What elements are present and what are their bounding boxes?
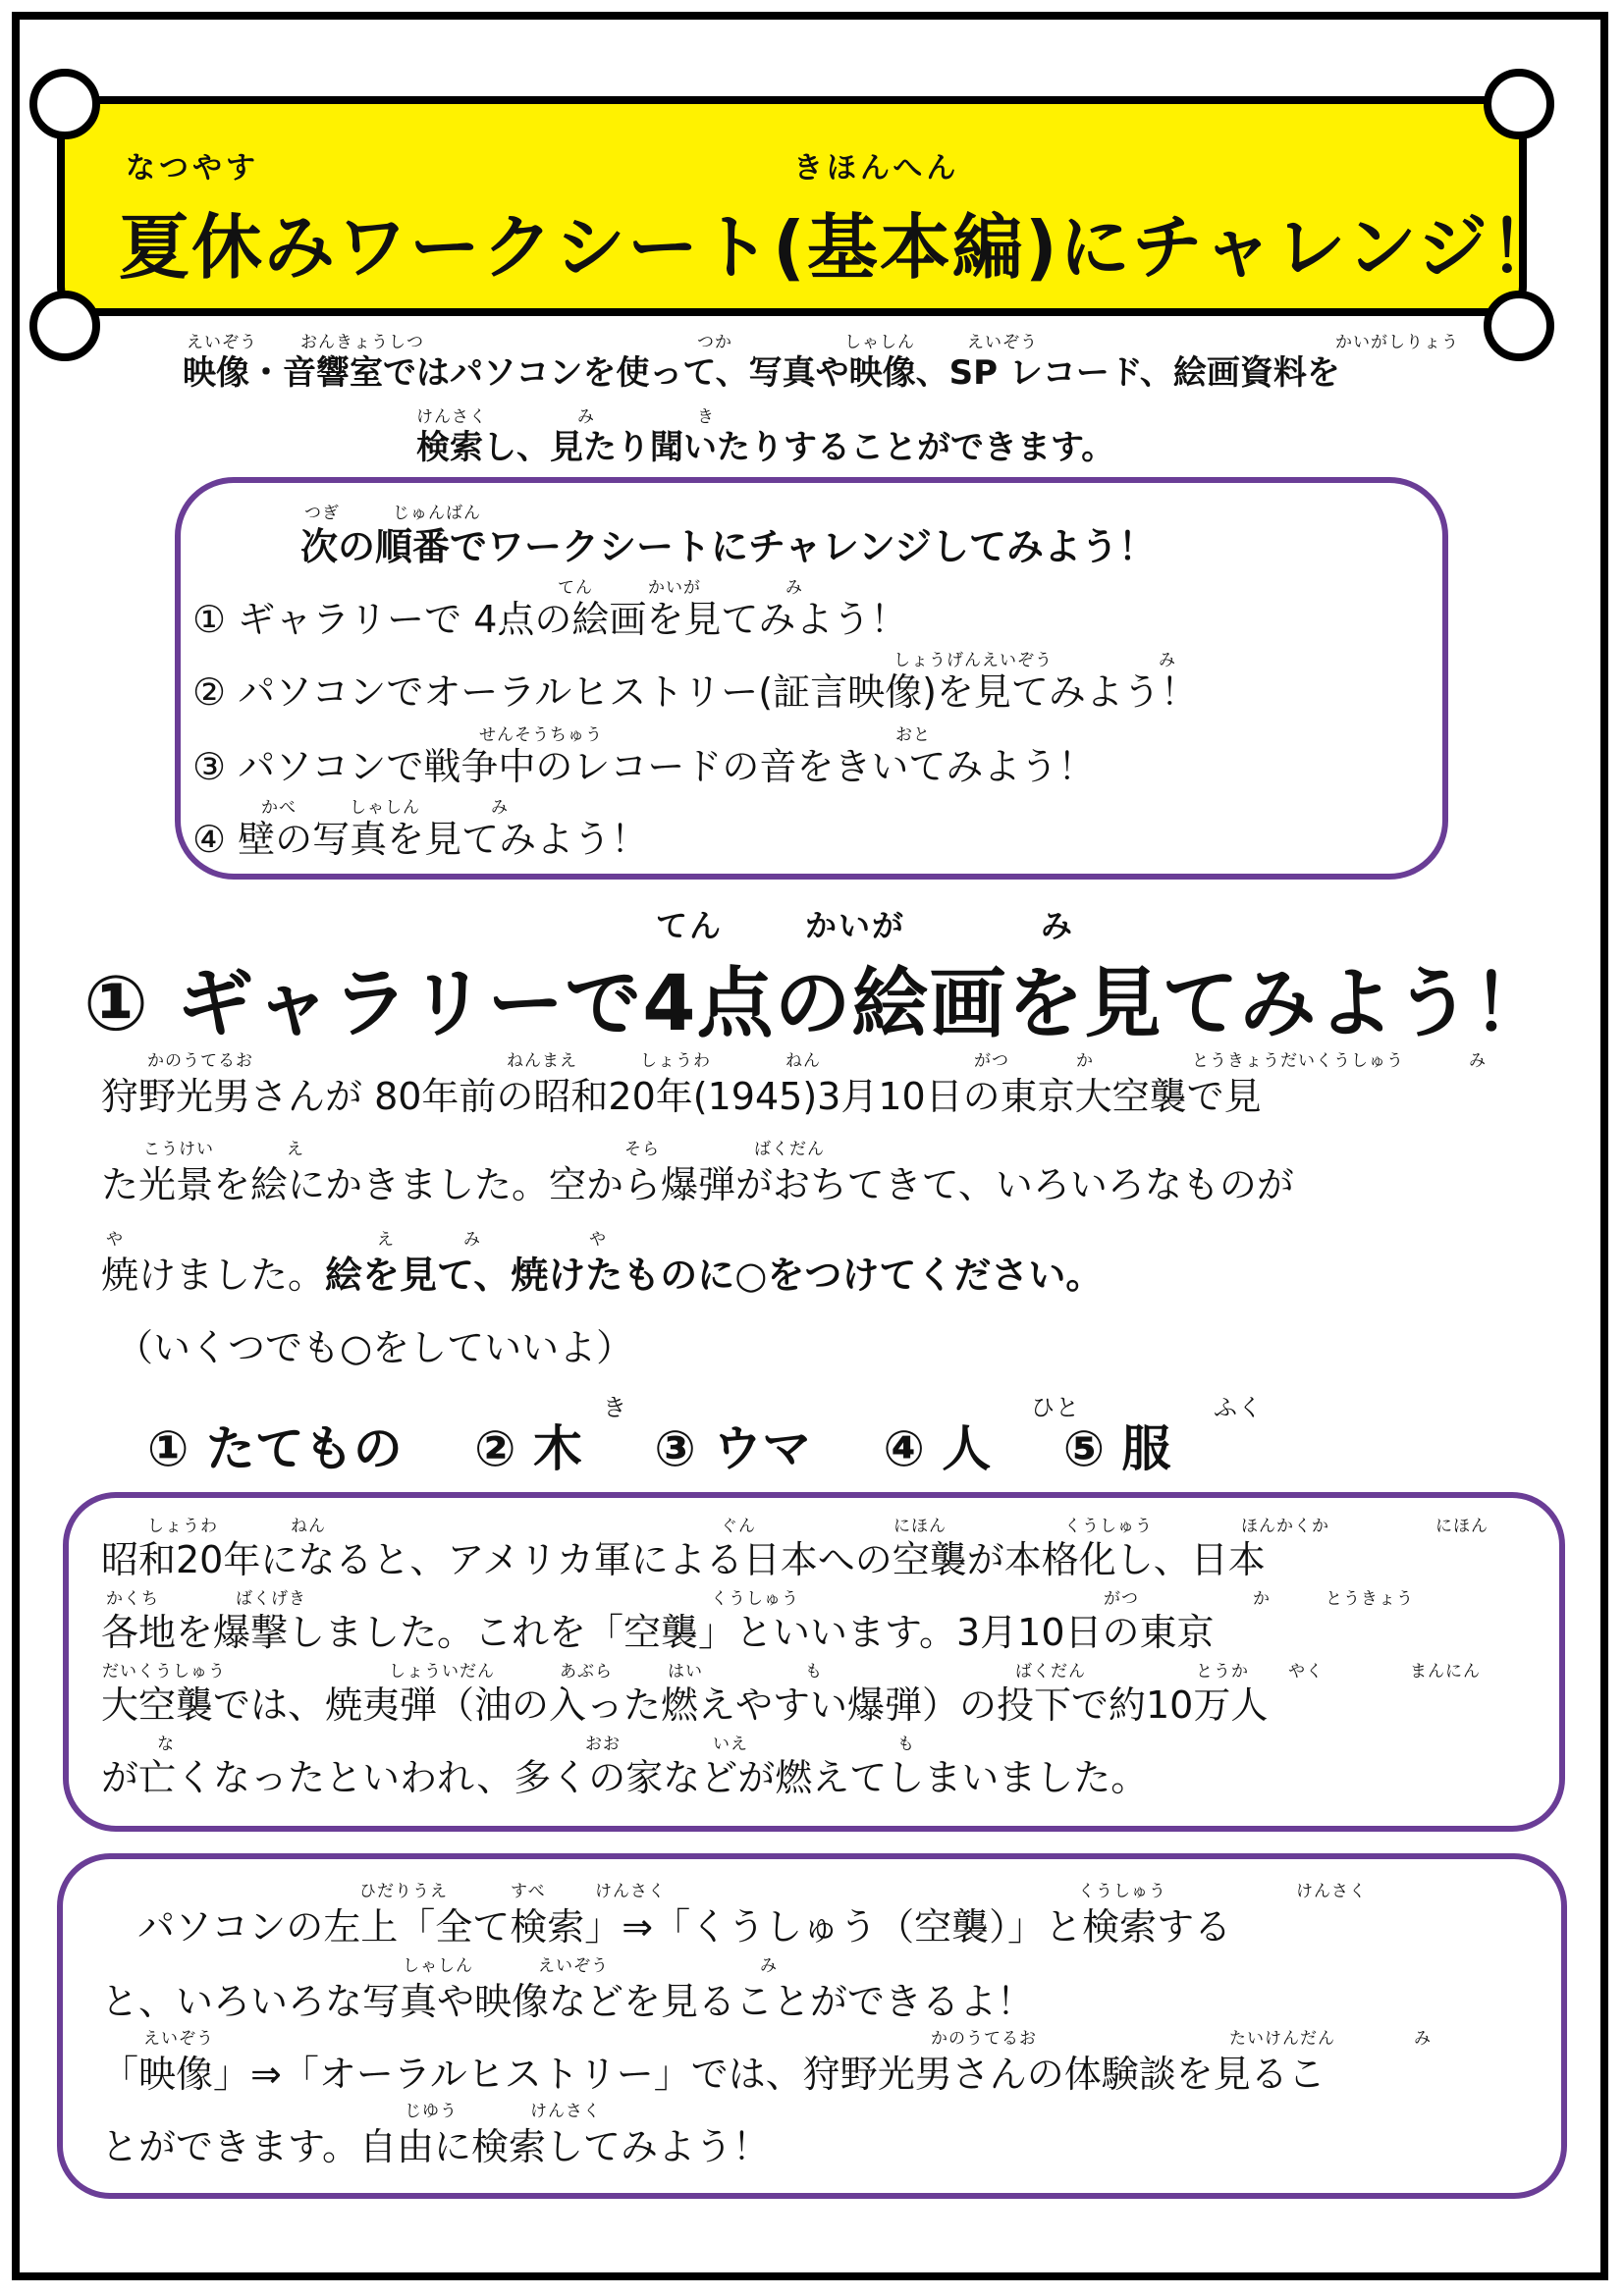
ruby: み bbox=[577, 407, 595, 427]
steps-title: 次の順番でワークシートにチャレンジしてみよう！ bbox=[300, 525, 1156, 568]
step-item: ④ 壁の写真を見てみよう！ bbox=[192, 818, 649, 861]
ruby: とうきょうだいくうしゅう bbox=[1192, 1051, 1404, 1071]
ruby: ふく bbox=[1214, 1394, 1263, 1421]
info-line: パソコンの左上「全て検索」⇒「くうしゅう（空襲）」と検索する bbox=[137, 1905, 1232, 1949]
ruby: しょういだん bbox=[389, 1662, 495, 1682]
info-line: が亡くなったといわれ、多くの家などが燃えてしまいました。 bbox=[101, 1756, 1149, 1799]
ruby: ばくだん bbox=[754, 1140, 825, 1159]
title-ruby: なつやす bbox=[126, 151, 259, 186]
ruby: かいが bbox=[805, 907, 906, 944]
ruby: たいけんだん bbox=[1229, 2029, 1335, 2049]
ruby: かくち bbox=[106, 1589, 159, 1609]
ruby: すべ bbox=[511, 1882, 546, 1901]
ruby: か bbox=[1076, 1051, 1094, 1071]
ruby: いえ bbox=[713, 1735, 748, 1754]
body-line: た光景を絵にかきました。空から爆弾がおちてきて、いろいろなものが bbox=[101, 1163, 1294, 1206]
ruby: み bbox=[1469, 1051, 1487, 1071]
ruby: き bbox=[603, 1394, 627, 1421]
banner-corner bbox=[1484, 291, 1554, 361]
ruby: ばくだん bbox=[1015, 1662, 1086, 1682]
ruby: しょうげんえいぞう bbox=[893, 651, 1053, 670]
intro-line: 映像・音響室ではパソコンを使って、写真や映像、SP レコード、絵画資料を bbox=[183, 353, 1340, 393]
ruby: けんさく bbox=[1296, 1882, 1367, 1901]
ruby: けんさく bbox=[530, 2102, 601, 2121]
ruby: え bbox=[287, 1140, 304, 1159]
ruby: てん bbox=[558, 578, 593, 598]
ruby: おお bbox=[585, 1735, 621, 1754]
ruby: くうしゅう bbox=[1064, 1517, 1153, 1536]
ruby: じゅんばん bbox=[393, 504, 481, 523]
body-line: 狩野光男さんが 80年前の昭和20年(1945)3月10日の東京大空襲で見 bbox=[101, 1075, 1262, 1118]
info-line: 各地を爆撃しました。これを「空襲」といいます。3月10日の東京 bbox=[101, 1611, 1215, 1654]
info-line: とができます。自由に検索してみよう！ bbox=[101, 2125, 770, 2168]
ruby: おんきょうしつ bbox=[300, 333, 424, 352]
ruby: み bbox=[785, 578, 803, 598]
option-item[interactable]: ② 木 bbox=[474, 1420, 582, 1477]
instruction-text: 絵を見て、焼けたものに○をつけてください。 bbox=[325, 1254, 1104, 1297]
ruby: ねん bbox=[785, 1051, 821, 1071]
ruby: しゃしん bbox=[403, 1956, 473, 1976]
step-item: ② パソコンでオーラルヒストリー(証言映像)を見てみよう！ bbox=[192, 670, 1198, 714]
ruby: がつ bbox=[974, 1051, 1009, 1071]
ruby: かいがしりょう bbox=[1335, 333, 1459, 352]
ruby: み bbox=[1159, 651, 1176, 670]
ruby: ねんまえ bbox=[507, 1051, 577, 1071]
option-item[interactable]: ④ 人 bbox=[883, 1420, 992, 1477]
ruby: けんさく bbox=[416, 407, 487, 427]
ruby: ばくげき bbox=[236, 1589, 306, 1609]
ruby: き bbox=[697, 407, 715, 427]
answer-options bbox=[147, 1410, 1225, 1480]
ruby: み bbox=[1414, 2029, 1432, 2049]
ruby: み bbox=[760, 1956, 778, 1976]
ruby: まんにん bbox=[1410, 1662, 1481, 1682]
option-item[interactable]: ③ ウマ bbox=[654, 1420, 812, 1477]
body-text: 焼けました。 bbox=[101, 1254, 326, 1297]
ruby: も bbox=[897, 1735, 915, 1754]
ruby: や bbox=[106, 1230, 124, 1250]
ruby: ほんかくか bbox=[1241, 1517, 1329, 1536]
ruby: な bbox=[157, 1735, 175, 1754]
ruby: ひと bbox=[1031, 1394, 1080, 1421]
info-line: 「映像」⇒「オーラルヒストリー」では、狩野光男さんの体験談を見るこ bbox=[101, 2053, 1326, 2096]
ruby: み bbox=[491, 798, 509, 818]
step-item: ③ パソコンで戦争中のレコードの音をきいてみよう！ bbox=[192, 745, 1096, 788]
ruby: つか bbox=[697, 333, 732, 352]
ruby: ぐん bbox=[721, 1517, 756, 1536]
ruby: にほん bbox=[1435, 1517, 1489, 1536]
ruby: だいくうしゅう bbox=[102, 1662, 226, 1682]
ruby: み bbox=[1041, 907, 1075, 944]
ruby: くうしゅう bbox=[1078, 1882, 1166, 1901]
ruby: ねん bbox=[291, 1517, 326, 1536]
info-line: 大空襲では、焼夷弾（油の入った燃えやすい爆弾）の投下で約10万人 bbox=[101, 1683, 1269, 1727]
info-line: と、いろいろな写真や映像などを見ることができるよ！ bbox=[101, 1980, 1035, 2023]
ruby: くうしゅう bbox=[711, 1589, 799, 1609]
ruby: しょうわ bbox=[640, 1051, 711, 1071]
banner-corner bbox=[29, 291, 100, 361]
ruby: えいぞう bbox=[538, 1956, 609, 1976]
ruby: こうけい bbox=[143, 1140, 214, 1159]
ruby: か bbox=[1253, 1589, 1271, 1609]
ruby: おと bbox=[895, 725, 931, 745]
ruby: も bbox=[805, 1662, 823, 1682]
ruby: やく bbox=[1288, 1662, 1324, 1682]
ruby: えいぞう bbox=[143, 2029, 214, 2049]
info-line: 昭和20年になると、アメリカ軍による日本への空襲が本格化し、日本 bbox=[101, 1538, 1266, 1581]
ruby: えいぞう bbox=[187, 333, 257, 352]
ruby: しょうわ bbox=[147, 1517, 218, 1536]
ruby: にほん bbox=[893, 1517, 947, 1536]
option-item[interactable]: ⑤ 服 bbox=[1062, 1420, 1171, 1477]
ruby: つぎ bbox=[304, 504, 340, 523]
ruby: しゃしん bbox=[350, 798, 420, 818]
ruby: がつ bbox=[1104, 1589, 1139, 1609]
ruby: じゆう bbox=[405, 2102, 458, 2121]
title-ruby: きほんへん bbox=[793, 151, 960, 186]
ruby: えいぞう bbox=[967, 333, 1038, 352]
ruby: かいが bbox=[648, 578, 701, 598]
title-banner bbox=[57, 96, 1563, 316]
ruby: とうか bbox=[1196, 1662, 1249, 1682]
body-note: （いくつでも○をしていいよ） bbox=[116, 1326, 634, 1369]
step-item: ① ギャラリーで 4点の絵画を見てみよう！ bbox=[192, 598, 908, 641]
body-line bbox=[101, 1245, 1103, 1299]
ruby: や bbox=[589, 1230, 607, 1250]
ruby: かのうてるお bbox=[931, 2029, 1037, 2049]
ruby: あぶら bbox=[560, 1662, 613, 1682]
ruby: けんさく bbox=[595, 1882, 666, 1901]
ruby: はい bbox=[668, 1662, 703, 1682]
ruby: かべ bbox=[261, 798, 297, 818]
ruby: え bbox=[377, 1230, 395, 1250]
ruby: せんそうちゅう bbox=[479, 725, 603, 745]
ruby: てん bbox=[656, 907, 724, 944]
ruby: み bbox=[463, 1230, 481, 1250]
intro-line: 検索し、見たり聞いたりすることができます。 bbox=[416, 428, 1115, 467]
ruby: そら bbox=[624, 1140, 660, 1159]
option-item[interactable]: ① たてもの bbox=[147, 1420, 403, 1477]
ruby: かのうてるお bbox=[147, 1051, 253, 1071]
ruby: とうきょう bbox=[1326, 1589, 1414, 1609]
ruby: しゃしん bbox=[844, 333, 915, 352]
page-title: 夏休みワークシート(基本編)にチャレンジ！ bbox=[119, 206, 1563, 289]
section-heading: ① ギャラリーで4点の絵画を見てみよう！ bbox=[83, 960, 1550, 1048]
ruby: ひだりうえ bbox=[359, 1882, 448, 1901]
